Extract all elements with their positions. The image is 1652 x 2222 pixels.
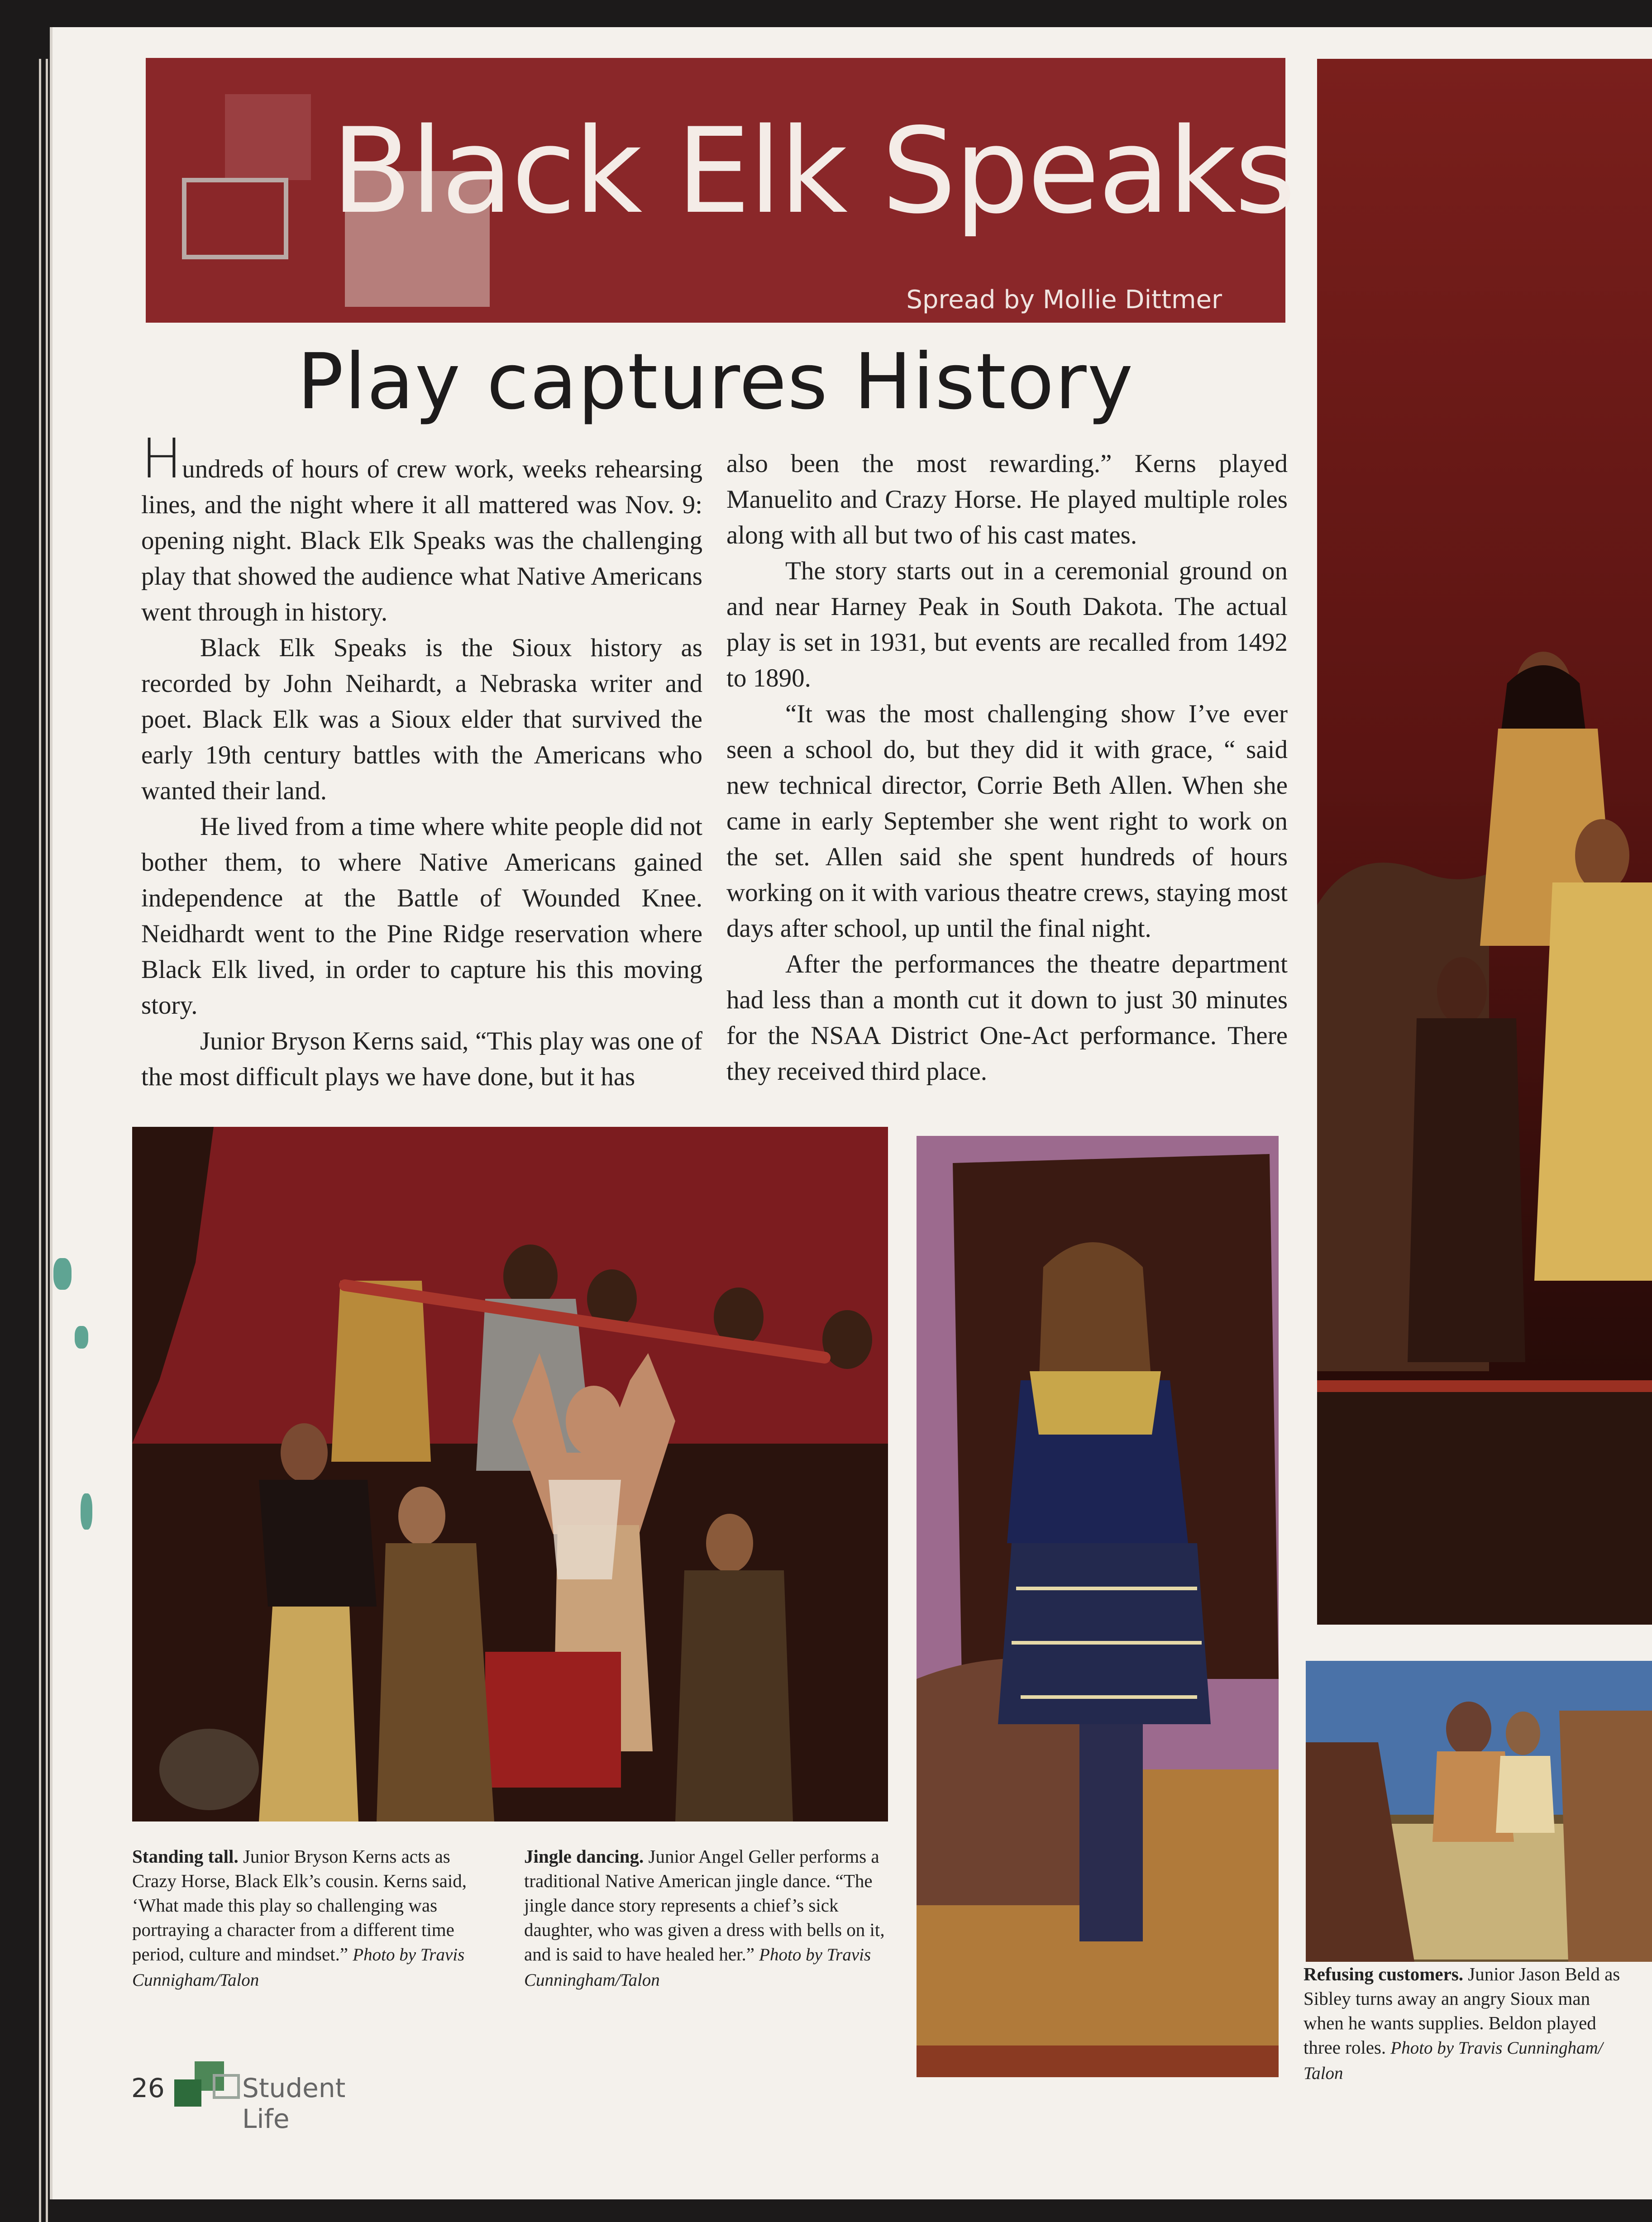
article-paragraph: also been the most rewarding.” Kerns played Manuelito and Crazy Horse. He played multiple roles along with all but two of his cast mates. xyxy=(726,449,1288,549)
photo-credit: Photo by Travis Cunnigham/Talon xyxy=(132,1945,465,1990)
caption-lead: Jingle dancing. xyxy=(524,1846,644,1867)
page-edge xyxy=(46,59,48,2222)
decorative-square-outline xyxy=(182,178,288,259)
article-paragraph: Hundreds of hours of crew work, weeks rehearsing lines, and the night where it all mattered was Nov. 9: opening night. Black Elk Speaks was the challenging play that showed the audience what Native Americans went through in history. xyxy=(141,428,702,626)
section-label: Student Life xyxy=(242,2073,346,2134)
caption-standing-tall xyxy=(132,1844,494,1993)
caption-text: Junior Angel Geller performs a traditional Native American jingle dance. “The jingle dance story represents a chief’s sick daughter, who was given a dress with bells on it, and is said to have healed her.” xyxy=(524,1846,885,1965)
article-paragraph: Black Elk Speaks is the Sioux history as recorded by John Neihardt, a Nebraska writer and poet. Black Elk was a Sioux elder that survived the early 19th century battles with the Americans who wanted their land. xyxy=(141,634,702,805)
footer-square-icon xyxy=(174,2079,201,2107)
photo-cast-on-stage-image xyxy=(1317,59,1652,1625)
spread-byline: Spread by Mollie Dittmer xyxy=(906,285,1222,315)
article-column-left xyxy=(141,428,702,1095)
photo-credit: Photo by Travis Cunningham/ Talon xyxy=(1303,2038,1603,2083)
photo-jingle-dancing xyxy=(917,1136,1279,2077)
page-edge xyxy=(39,59,41,2222)
photo-standing-tall-image xyxy=(132,1127,888,1821)
decorative-square xyxy=(225,94,311,180)
photo-credit: Photo by Travis Cunningham/Talon xyxy=(524,1945,871,1990)
caption-lead: Standing tall. xyxy=(132,1846,239,1867)
spread-title: Black Elk Speaks xyxy=(331,103,1294,240)
ink-smudge xyxy=(81,1493,92,1530)
photo-standing-tall xyxy=(132,1127,888,1821)
ink-smudge xyxy=(53,1258,72,1290)
photo-jingle-dancing-image xyxy=(917,1136,1279,2077)
photo-cast-on-stage xyxy=(1317,59,1652,1625)
caption-lead: Refusing customers. xyxy=(1303,1964,1464,1984)
footer-square-outline-icon xyxy=(213,2074,240,2099)
ink-smudge xyxy=(75,1326,88,1349)
article-column-right xyxy=(726,446,1288,1089)
caption-text: Junior Jason Beld as Sibley turns away an angry Sioux man when he wants supplies. Beldon played three roles. xyxy=(1303,1964,1620,2058)
title-banner xyxy=(146,58,1294,323)
article-paragraph: After the performances the theatre department had less than a month cut it down to just 30 minutes for the NSAA District One-Act performance. There they received third place. xyxy=(726,950,1288,1086)
caption-refusing-customers xyxy=(1303,1962,1634,2086)
article-paragraph: Junior Bryson Kerns said, “This play was one of the most difficult plays we have done, but it has xyxy=(141,1027,702,1091)
photo-refusing-customers xyxy=(1306,1661,1652,1962)
caption-text: Junior Bryson Kerns acts as Crazy Horse, Black Elk’s cousin. Kerns said, ‘What made this play so challenging was portraying a character from a different time period, culture and mindset.” xyxy=(132,1846,467,1965)
article-paragraph: “It was the most challenging show I’ve ever seen a school do, but they did it with grace, “ said new technical director, Corrie Beth Allen. When she came in early September she went right to work on the set. Allen said she spent hundreds of hours working on it with various theatre crews, staying most days after school, up until the final night. xyxy=(726,700,1288,943)
photo-refusing-customers-image xyxy=(1306,1661,1652,1962)
article-paragraph: He lived from a time where white people did not bother them, to where Native Americans gained independence at the Battle of Wounded Knee. Neidhardt went to the Pine Ridge reservation where Black Elk lived, in order to capture his this moving story. xyxy=(141,812,702,1020)
drop-cap: H xyxy=(141,428,182,491)
article-paragraph: The story starts out in a ceremonial ground on and near Harney Peak in South Dakota. The actual play is set in 1931, but events are recalled from 1492 to 1890. xyxy=(726,557,1288,692)
page-number: 26 xyxy=(131,2073,165,2103)
caption-jingle-dancing xyxy=(524,1844,886,1993)
article-headline: Play captures History xyxy=(297,337,1134,427)
